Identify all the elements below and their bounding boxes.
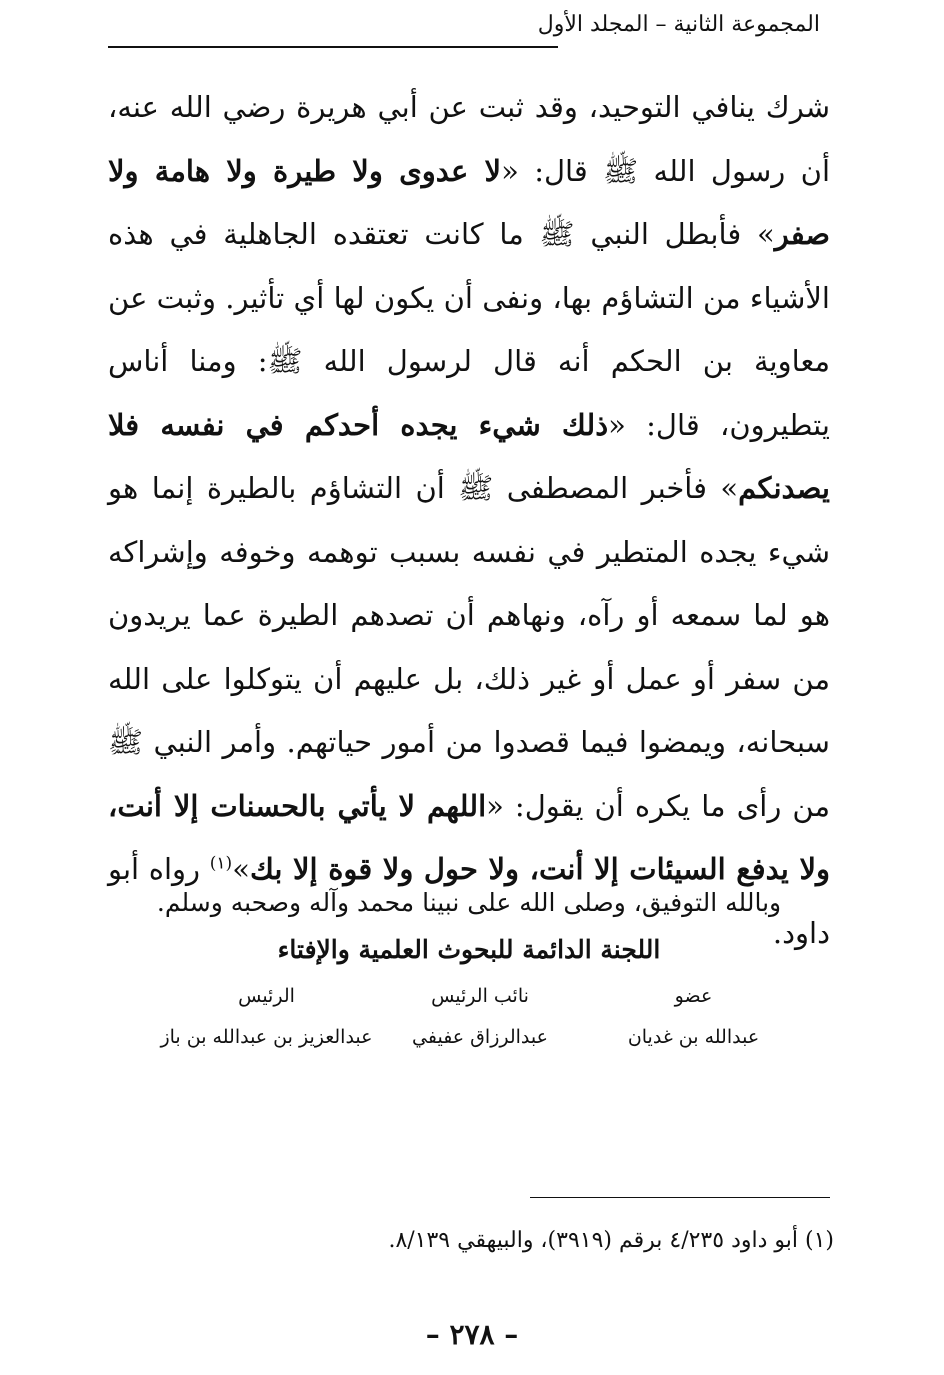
footnote-reference: (١)	[209, 853, 233, 874]
text-segment-1: شرك ينافي التوحيد، وقد ثبت عن أبي هريرة رضي الله عنه، أن رسول الله ﷺ قال: «	[108, 90, 831, 188]
name-president: عبدالعزيز بن عبدالله بن باز	[160, 1026, 373, 1048]
hadith-quote-2: ذلك شيء يجده أحدكم في نفسه فلا يصدنكم	[108, 407, 830, 505]
name-member: عبدالله بن غديان	[627, 1026, 760, 1048]
name-vice-president: عبدالرزاق عفيفي	[412, 1026, 548, 1048]
role-president: الرئيس	[238, 985, 295, 1007]
body-text	[108, 76, 830, 965]
fatwa-paragraph	[108, 76, 830, 965]
role-vice-president: نائب الرئيس	[431, 985, 529, 1007]
text-segment-5: رواه أبو داود.	[108, 852, 830, 950]
text-segment-2: » فأبطل النبي ﷺ ما كانت تعتقده الجاهلية في هذه الأشياء من التشاؤم بها، ونفى أن يكون لها أي تأثير. وثبت عن معاوية بن الحكم أنه قال لرسول الله ﷺ: ومنا أناس يتطيرون، قال: «	[108, 217, 830, 442]
hadith-quote-3: اللهم لا يأتي بالحسنات إلا أنت، ولا يدفع السيئات إلا أنت، ولا حول ولا قوة إلا بك	[108, 788, 830, 886]
committee-name: اللجنة الدائمة للبحوث العلمية والإفتاء	[277, 935, 661, 964]
running-header: المجموعة الثانية – المجلد الأول	[537, 12, 820, 37]
role-member: عضو	[674, 985, 713, 1007]
footnote-rule	[530, 1197, 830, 1198]
hadith-quote-1: لا عدوى ولا طيرة ولا هامة ولا صفر	[108, 153, 830, 251]
page-number: – ٢٧٨ –	[425, 1318, 519, 1351]
signatory-roles	[160, 985, 800, 1007]
footnote: (١) أبو داود ٤/٢٣٥ برقم (٣٩١٩)، والبيهقي ٨/١٣٩.	[388, 1228, 834, 1253]
closing-line: وبالله التوفيق، وصلى الله على نبينا محمد وآله وصحبه وسلم.	[156, 888, 782, 917]
signatory-names	[160, 1026, 800, 1048]
text-segment-3: » فأخبر المصطفى ﷺ أن التشاؤم بالطيرة إنما هو شيء يجده المتطير في نفسه بسبب توهمه وخوفه وإشراكه هو لما سمعه أو رآه، ونهاهم أن تصدهم الطيرة عما يريدون من سفر أو عمل أو غير ذلك، بل عليهم أن يتوكلوا على الله سبحانه، ويمضوا فيما قصدوا من أمور حياتهم. وأمر النبي ﷺ من رأى ما يكره أن يقول: «	[108, 471, 830, 823]
header-rule	[108, 46, 558, 48]
text-segment-4: »	[232, 852, 250, 886]
